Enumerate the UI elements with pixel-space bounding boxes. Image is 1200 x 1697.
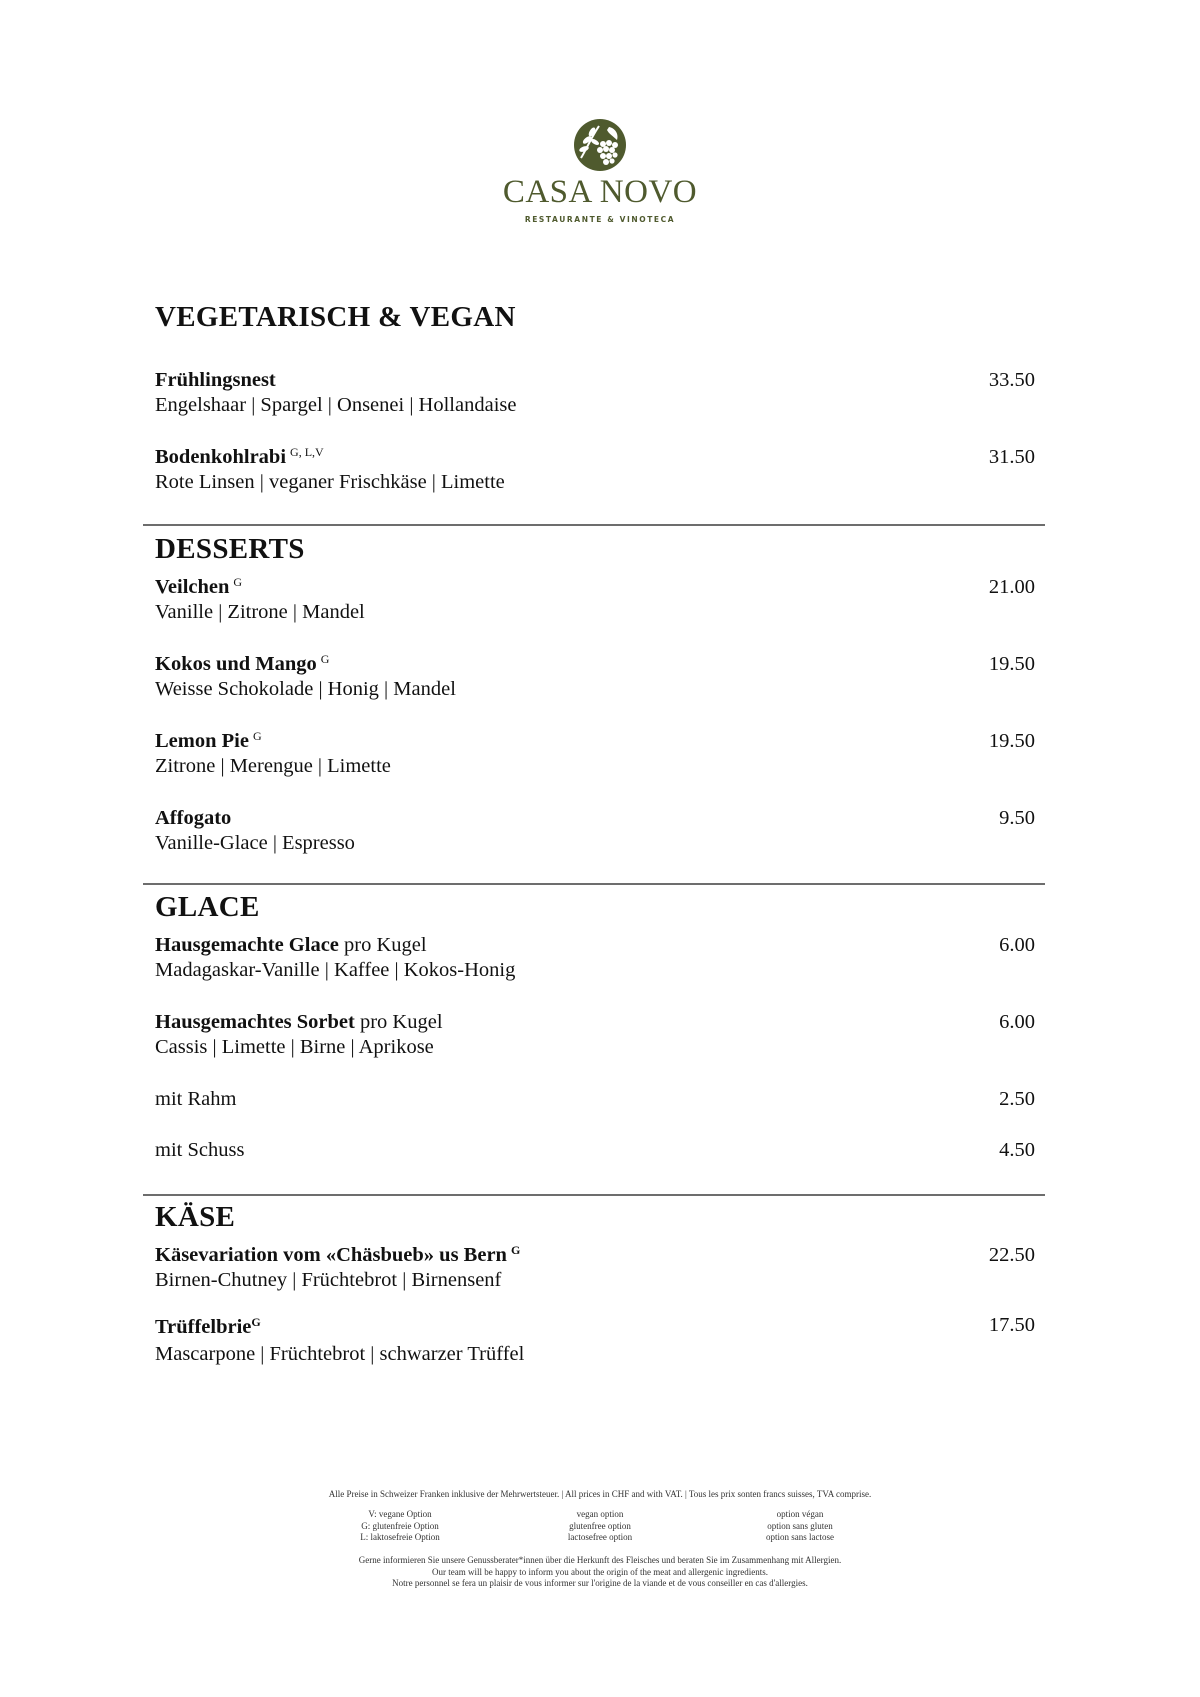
section-divider [143,524,1045,526]
addon-label: mit Rahm [155,1088,237,1110]
item-description: Zitrone | Merengue | Limette [155,755,391,777]
menu-item [155,368,1035,418]
legend-column-en [500,1509,700,1544]
item-description: Rote Linsen | veganer Frischkäse | Limette [155,471,505,493]
legend-entry: option sans lactose [766,1532,834,1542]
item-name: Kokos und Mango [155,653,317,675]
section-title-desserts: DESSERTS [155,533,305,565]
brand-name: CASA NOVO [502,174,698,210]
item-price: 19.50 [988,730,1035,752]
brand-tagline: RESTAURANTE & VINOTECA [524,215,676,224]
item-price: 9.50 [999,807,1035,829]
menu-item [155,575,1035,625]
footer-price-note: Alle Preise in Schweizer Franken inklusive der Mehrwertsteuer. | All prices in CHF and with VAT. | Tous les prix sonten francs suisses, TVA comprise. [328,1489,872,1499]
item-price: 19.50 [988,653,1035,675]
item-description: Weisse Schokolade | Honig | Mandel [155,678,456,700]
item-name: Veilchen [155,576,230,598]
legend-column-fr [700,1509,900,1544]
section-divider [143,883,1045,885]
section-title-vegetarisch-vegan: VEGETARISCH & VEGAN [155,301,516,333]
menu-addon [155,1087,1035,1112]
item-unit: pro Kugel [354,1011,443,1033]
item-price: 31.50 [988,446,1035,468]
footer-info-fr: Notre personnel se fera un plaisir de vous informer sur l'origine de la viande et de vous conseiller en cas d'allergies. [392,1578,808,1588]
menu-item [155,806,1035,856]
item-price: 33.50 [988,369,1035,391]
grapes-olive-emblem-icon [573,118,627,172]
legend-entry: vegan option [576,1509,624,1519]
item-price: 6.00 [999,1011,1035,1033]
menu-item [155,445,1035,495]
allergen-marks: G [251,1315,261,1329]
item-description: Cassis | Limette | Birne | Aprikose [155,1036,434,1058]
legend-entry: lactosefree option [567,1532,633,1542]
legend-entry: V: vegane Option [368,1509,432,1519]
item-unit: pro Kugel [338,934,427,956]
item-name: Hausgemachte Glace [155,934,339,956]
menu-item [155,933,1035,983]
item-description: Engelshaar | Spargel | Onsenei | Hollandaise [155,394,517,416]
addon-label: mit Schuss [155,1139,245,1161]
item-name: Bodenkohlrabi [155,446,287,468]
item-description: Madagaskar-Vanille | Kaffee | Kokos-Honig [155,959,516,981]
menu-item [155,729,1035,779]
item-name: Frühlingsnest [155,369,276,391]
item-name: Affogato [155,807,232,829]
item-price: 21.00 [988,576,1035,598]
item-price: 22.50 [988,1244,1035,1266]
item-name: Hausgemachtes Sorbet [155,1011,355,1033]
menu-item [155,1313,1035,1367]
menu-item [155,652,1035,702]
item-name: Lemon Pie [155,730,249,752]
item-name: Käsevariation vom «Chäsbueb» us Bern [155,1244,507,1266]
legend-entry: option végan [776,1509,824,1519]
footer-info-de: Gerne informieren Sie unsere Genussberater*innen über die Herkunft des Fleisches und beraten Sie im Zusammenhang mit Allergien. [358,1555,842,1565]
allergen-marks: G [510,1243,521,1257]
item-price: 17.50 [988,1314,1035,1336]
item-name: Trüffelbrie [155,1316,252,1338]
allergen-marks: G [252,729,262,743]
item-description: Vanille | Zitrone | Mandel [155,601,365,623]
menu-addon [155,1138,1035,1163]
item-description: Mascarpone | Früchtebrot | schwarzer Trüffel [155,1343,525,1365]
item-price: 6.00 [999,934,1035,956]
item-description: Birnen-Chutney | Früchtebrot | Birnensenf [155,1269,502,1291]
legend-entry: G: glutenfreie Option [361,1520,439,1531]
menu-item [155,1243,1035,1293]
section-divider [143,1194,1045,1196]
legend-entry: option sans gluten [767,1520,833,1531]
legend-entry: L: laktosefreie Option [360,1532,440,1542]
restaurant-logo [0,118,1200,224]
allergen-legend [300,1509,900,1544]
item-description: Vanille-Glace | Espresso [155,832,355,854]
item-price: 2.50 [999,1088,1035,1110]
legend-column-de [300,1509,500,1544]
section-title-kaese: KÄSE [155,1201,236,1233]
allergen-marks: G [320,652,330,666]
menu-item [155,1010,1035,1060]
legend-entry: glutenfree option [569,1520,631,1531]
allergen-marks: G, L,V [290,445,324,459]
footer-info [0,1555,1200,1590]
footer-info-en: Our team will be happy to inform you about the origin of the meat and allergenic ingredients. [432,1566,768,1577]
section-title-glace: GLACE [155,891,260,923]
item-price: 4.50 [999,1139,1035,1161]
allergen-marks: G [233,575,243,589]
